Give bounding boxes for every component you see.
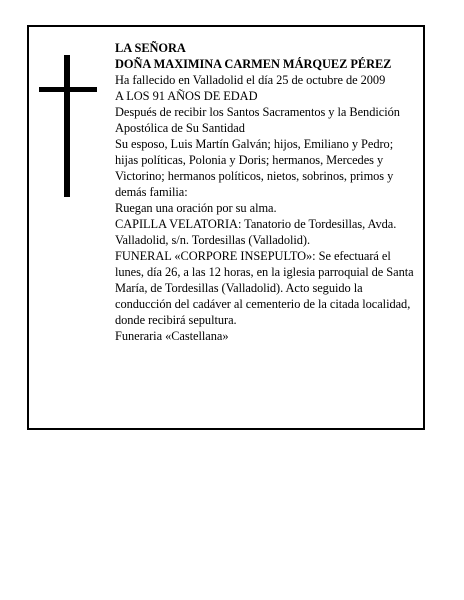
- notice-text: [115, 40, 419, 344]
- obituary-notice: [27, 25, 425, 430]
- family-statement: Su esposo, Luis Martín Galván; hijos, Emiliano y Pedro; hijas políticas, Polonia y Doris; hermanos, Mercedes y Victorino; hermanos políticos, nietos, sobrinos, primos y demás familia:: [115, 137, 394, 199]
- chapel-information: CAPILLA VELATORIA: Tanatorio de Tordesillas, Avda. Valladolid, s/n. Tordesillas (Valladolid).: [115, 217, 397, 247]
- cross-icon: [39, 55, 97, 197]
- prayer-request: Ruegan una oración por su alma.: [115, 201, 277, 215]
- funeral-information: FUNERAL «CORPORE INSEPULTO»: Se efectuará el lunes, día 26, a las 12 horas, en la iglesia parroquial de Santa María, de Tordesillas (Valladolid). Acto seguido la conducción del cadáver al cementerio de la citada localidad, donde recibirá sepultura.: [115, 249, 414, 327]
- deceased-name: DOÑA MAXIMINA CARMEN MÁRQUEZ PÉREZ: [115, 57, 392, 71]
- age-statement: A LOS 91 AÑOS DE EDAD: [115, 89, 258, 103]
- notice-title: LA SEÑORA: [115, 41, 186, 55]
- cross-horizontal-bar: [39, 87, 97, 92]
- death-statement: Ha fallecido en Valladolid el día 25 de octubre de 2009: [115, 73, 386, 87]
- sacraments-statement: Después de recibir los Santos Sacramentos y la Bendición Apostólica de Su Santidad: [115, 105, 400, 135]
- cross-vertical-bar: [64, 55, 70, 197]
- funeral-home: Funeraria «Castellana»: [115, 329, 229, 343]
